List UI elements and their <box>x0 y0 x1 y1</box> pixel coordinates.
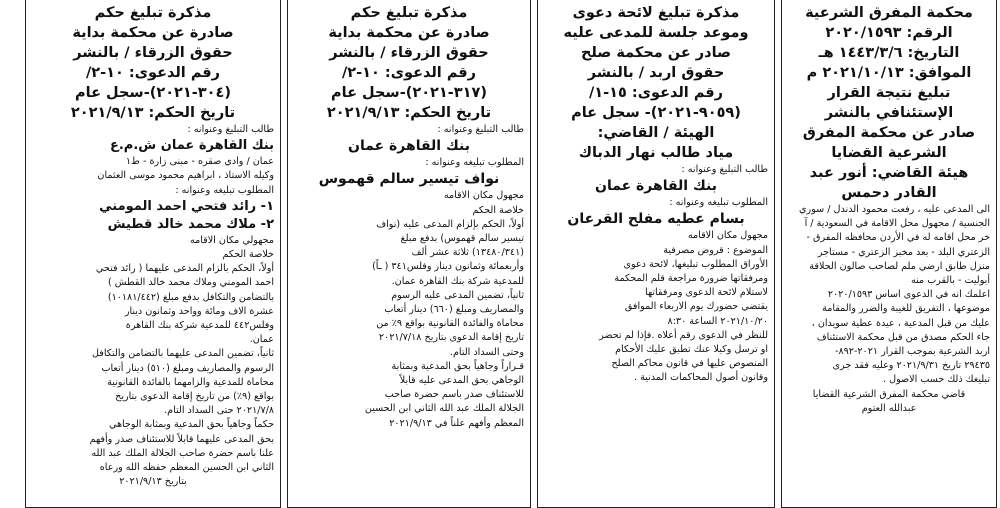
notice-line: مذكرة تبليغ حكم <box>94 5 212 21</box>
notice-line: (١٣٤٨٠/٣٤١) ثلاثة عشر ألف <box>411 247 524 259</box>
notice-line: الموضوع : قروض مصرفية <box>663 244 768 256</box>
notice-line: بنك القاهرة عمان <box>595 178 717 195</box>
notice-line: صادر عن محكمة صلح <box>580 45 732 61</box>
notice-line: للمدعية شركة بنك القاهرة عمان. <box>391 275 524 287</box>
notice-line: خلاصة الحكم <box>472 204 524 216</box>
notice-line: حقوق اربد / بالنشر <box>587 65 725 81</box>
notice-line: محاماة للمدعية والزامهما بالفائدة القانونية <box>107 376 274 388</box>
notice-line: ثانياً، تضمين المدعى عليهما بالتضامن والتكافل <box>91 348 274 360</box>
notice-line: الرسوم والمصاريف ومبلغ (٥١٠) دينار أتعاب <box>101 362 274 374</box>
notice-line: مجهولي مكان الاقامه <box>189 234 274 246</box>
notice-line: الموافق: ٢٠٢١/١٠/١٣ م <box>806 65 972 81</box>
notice-line: الجنسية / مجهول محل الاقامة في السعودية / آ <box>804 218 990 230</box>
notice-line: جاء الحكم مصدق من قبل محكمة الاستئناف <box>816 331 990 343</box>
notice-line: ٢- ملاك محمد خالد قطيش <box>107 216 274 232</box>
notice-line: الإستئنافي بالنشر <box>824 105 954 121</box>
notice-line: احمد المومني وملاك محمد خالد القطش ) <box>107 277 274 289</box>
notice-line: بنك القاهرة عمان <box>348 138 470 155</box>
notice-irbid-lawsuit <box>537 0 775 508</box>
notice-line: عليك من قبل المدعية ، عيدة عطية سويدان ، <box>811 317 990 329</box>
notice-line: بواقع (٩٪) من تاريخ إقامة الدعوى بتاريخ <box>115 391 274 403</box>
notice-line: طالب التبليغ وعنوانه : <box>187 124 274 135</box>
notice-line: تبليغك ذلك حسب الاصول . <box>883 374 990 386</box>
notice-line: مذكرة تبليغ حكم <box>350 5 468 21</box>
notice-line: مجهول مكان الاقامه <box>443 190 524 202</box>
notice-line: الشرعية القضايا <box>831 145 947 161</box>
notice-line: الرقم: ٢٠٢٠/١٥٩٣ <box>825 25 953 41</box>
notice-line: (٣٠٤-٢٠٢١)-سجل عام <box>75 85 231 101</box>
notice-line: المطلوب تبليغه وعنوانه : <box>175 184 274 196</box>
notice-line: للاستئناف صدر باسم حضرة صاحب <box>384 389 524 401</box>
notice-line: وقانون أصول المحاكمات المدنية . <box>634 372 768 384</box>
notice-line: ثانياً، تضمين المدعى عليه الرسوم <box>391 289 524 301</box>
notice-line: وكيله الاستاذ ، ابراهيم محمود موسى العثمان <box>97 170 274 182</box>
notice-line: مجهول مكان الاقامه <box>687 230 768 242</box>
notice-line: رقم الدعوى: ١٥-١/ <box>588 85 724 101</box>
notice-line: حكماً وجاهياً بحق المدعية وبمثابة الوجاهي <box>108 419 274 431</box>
notice-line: هيئة القاضي: أنور عبد <box>809 165 969 181</box>
notice-line: رقم الدعوى: ١٠-٢/ <box>341 65 477 81</box>
notice-line: عمان. <box>249 334 274 346</box>
notice-line: وفلس٤٤٢ للمدعية شركة بنك القاهرة <box>125 320 274 332</box>
notice-line: منزل طابق ارضي ملم لصاحب صالون الحلاقة <box>809 260 990 272</box>
notice-line: الجلالة الملك عبد الله الثاني ابن الحسين <box>364 403 524 415</box>
notice-line: عبدالله العتوم <box>861 402 917 414</box>
notice-line: طالب التبليغ وعنوانه : <box>681 164 768 175</box>
notice-line: المطلوب تبليغه وعنوانه : <box>425 157 524 169</box>
notice-line: ١- رائد فتحي احمد المومني <box>99 198 274 214</box>
notice-line: للنظر في الدعوى رقم أعلاه .فإذا لم تحضر <box>599 329 768 341</box>
notice-line: عشرة الاف ومائة وواحد وثمانون دينار <box>124 305 274 317</box>
notice-line: المنصوص عليها في قانون محاكم الصلح <box>611 358 768 370</box>
notice-line: عمان / وادي صقره - مبنى زارة - ط١ <box>125 156 274 168</box>
notice-line: (٣١٧-٢٠٢١)-سجل عام <box>331 85 487 101</box>
notice-line: تبليغ نتيجة القرار <box>827 85 951 101</box>
notice-line: تاريخ الحكم: ٢٠٢١/٩/١٣ <box>326 105 492 121</box>
notice-line: نواف تيسير سالم قهموس <box>318 171 500 188</box>
notice-line: والمصاريف ومبلغ (٦٦٠) دينار أتعاب <box>384 304 524 316</box>
notice-zarqa-judgment-304 <box>25 0 281 508</box>
notice-line: أولاً، الحكم بإلزام المدعى عليه (نواف <box>376 218 524 230</box>
notice-line: بتاريخ ٢٠٢١/٩/١٣ <box>119 476 187 488</box>
notice-line: المعظم وأفهم علناً في ٢٠٢١/٩/١٣ <box>389 417 524 429</box>
notice-line: حقوق الزرقاء / بالنشر <box>73 45 233 61</box>
notice-line: الزعتري البلد - بعد مخبز الزعتري - مستاجر <box>817 246 990 258</box>
notice-line: تيسير سالم قهموس) بدفع مبلغ <box>400 233 524 245</box>
notice-line: الى المدعى عليه ، رفعت محمود الدندل / سوري <box>799 204 990 215</box>
notice-line: المطلوب تبليغه وعنوانه : <box>669 197 768 209</box>
notice-line: أولاً، الحكم بالزام المدعى عليهما ( رائد فتحي <box>95 263 274 275</box>
notice-line: القادر دحمس <box>841 185 937 201</box>
notice-line: (٩٠٥٩-٢٠٢١)- سجل عام <box>571 105 741 121</box>
notice-line: يقتضي حضورك يوم الاربعاء الموافق <box>624 301 768 313</box>
notice-line: وحتى السداد التام. <box>449 346 524 358</box>
notice-line: قـراراً وجاهياً بحق المدعية وبمثابة <box>391 360 524 372</box>
notice-line: الثاني ابن الحسين المعظم حفظه الله ورعاه <box>99 462 274 474</box>
notice-mafraq-court <box>781 0 997 508</box>
notice-line: طالب التبليغ وعنوانه : <box>437 124 524 135</box>
notice-line: مياد طالب نهار الدباك <box>578 145 734 161</box>
notice-line: ومرفقاتها ضرورة مراجعة قلم المحكمة <box>614 273 768 285</box>
notice-line: موضوعها ، التفريق للغيبة والضرر والمقامة <box>822 303 990 315</box>
notice-line: الأوراق المطلوب تبليغها، لائحة دعوى <box>623 258 768 270</box>
notice-line: ٢٠٢١/١٠/٢٠ الساعة ٨:٣٠ <box>667 315 768 327</box>
notice-line: قاضي محكمة المفرق الشرعية القضايا <box>812 388 966 400</box>
notice-line: أبوليت - بالقرب منه <box>910 275 990 287</box>
notice-line: الهيئة / القاضي: <box>597 125 715 141</box>
notice-line: بحق المدعى عليهما قابلاً للاستئناف صدر وأفهم <box>89 433 274 445</box>
notice-line: التاريخ: ١٤٤٣/٣/٦ هـ <box>818 45 960 61</box>
notice-line: ٢٠٢١/٧/٨ حتى السداد التام. <box>164 405 274 417</box>
notice-line: الوجاهي بحق المدعى عليه قابلاً <box>399 375 524 387</box>
notice-line: بنك القاهرة عمان ش.م.ع <box>109 138 274 154</box>
notice-line: صادرة عن محكمة بداية <box>72 25 234 41</box>
notice-line: خلاصة الحكم <box>222 249 274 261</box>
notice-line: تاريخ إقامة الدعوى بتاريخ ٢٠٢١/٧/١٨ <box>378 332 524 344</box>
notice-line: ٢٩٤٣٥ تاريخ ٢٠٢١/٩/٣١ وعليه فقد جرى <box>832 360 990 372</box>
notice-line: حقوق الزرقاء / بالنشر <box>329 45 489 61</box>
notice-line: رقم الدعوى: ١٠-٢/ <box>85 65 221 81</box>
notice-line: مذكرة تبليغ لائحة دعوى <box>572 5 740 21</box>
notice-line: لاستلام لائحة الدعوى ومرفقاتها <box>645 287 768 299</box>
notice-line: صادرة عن محكمة بداية <box>328 25 490 41</box>
notice-line: بالتضامن والتكافل بدفع مبلغ (١٠١٨١/٤٤٢) <box>107 291 274 303</box>
notice-line: خر محل اقامه له في الأردن محافظه المفرق - <box>806 232 990 244</box>
notice-line: اربد الشرعية بموجب القرار ٢٠٢١-٨٩٢- <box>835 346 990 358</box>
notice-line: صادر عن محكمة المفرق <box>802 125 976 141</box>
notice-line: بسام عطيه مفلح القرعان <box>567 211 745 228</box>
notice-line: محكمة المفرق الشرعية <box>805 5 973 21</box>
notice-line: وموعد جلسة للمدعى عليه <box>563 25 749 41</box>
notice-line: وأربعمائة وثمانون دينار وفلس٣٤١ ( ـاً) <box>372 261 524 273</box>
notice-line: تاريخ الحكم: ٢٠٢١/٩/١٣ <box>70 105 236 121</box>
notice-line: محاماة والفائدة القانونية بواقع ٩٪ من <box>376 318 524 330</box>
notice-zarqa-judgment-317 <box>287 0 531 508</box>
notice-line: اعلمك انه في الدعوى اساس ٢٠٢٠/١٥٩٣ <box>827 289 990 301</box>
notice-line: علنا باسم حضرة صاحب الجلالة الملك عبد الله <box>91 447 274 459</box>
notice-line: او ترسل وكيلا عنك تطبق عليك الأحكام <box>615 344 768 356</box>
